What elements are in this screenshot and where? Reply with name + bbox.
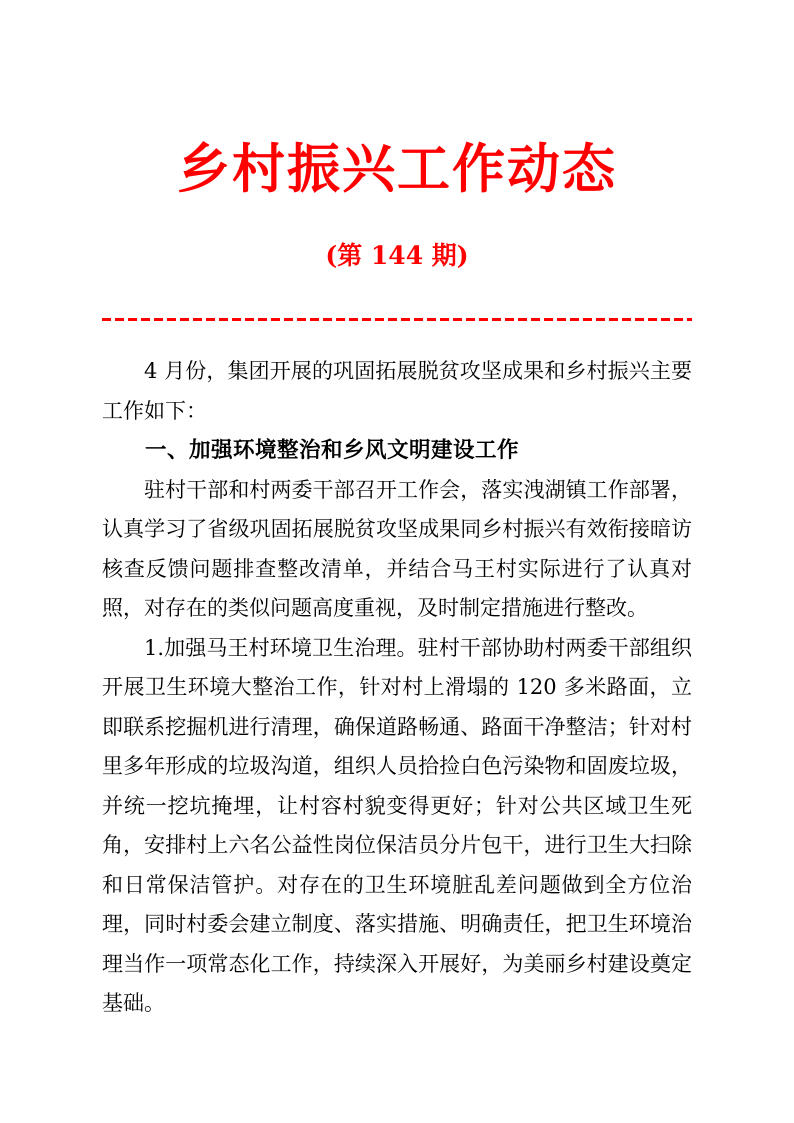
document-body <box>102 352 692 1024</box>
issue-number: (第 144 期) <box>325 241 469 270</box>
section-one-paragraph-1: 驻村干部和村两委干部召开工作会，落实洩湖镇工作部署，认真学习了省级巩固拓展脱贫攻坚成果同乡村振兴有效衔接暗访核查反馈问题排查整改清单，并结合马王村实际进行了认真对照，对存在的类似问题高度重视，及时制定措施进行整改。 <box>102 477 692 620</box>
section-one-paragraph-2: 1.加强马王村环境卫生治理。驻村干部协助村两委干部组织开展卫生环境大整治工作，针对村上滑塌的 120 多米路面，立即联系挖掘机进行清理，确保道路畅通、路面干净整洁；针对村里多年形成的垃圾沟道，组织人员拾捡白色污染物和固废垃圾，并统一挖坑掩埋，让村容村貌变得更好；针对公共区域卫生死角，安排村上六名公益性岗位保洁员分片包干，进行卫生大扫除和日常保洁管护。对存在的卫生环境脏乱差问题做到全方位治理，同时村委会建立制度、落实措施、明确责任，把卫生环境治理当作一项常态化工作，持续深入开展好，为美丽乡村建设奠定基础。 <box>102 635 692 1015</box>
intro-paragraph: 4 月份，集团开展的巩固拓展脱贫攻坚成果和乡村振兴主要工作如下： <box>102 359 692 423</box>
document-title: 乡村振兴工作动态 <box>177 138 617 200</box>
section-one-heading: 一、加强环境整治和乡风文明建设工作 <box>145 438 520 463</box>
red-dashed-divider <box>102 318 692 321</box>
